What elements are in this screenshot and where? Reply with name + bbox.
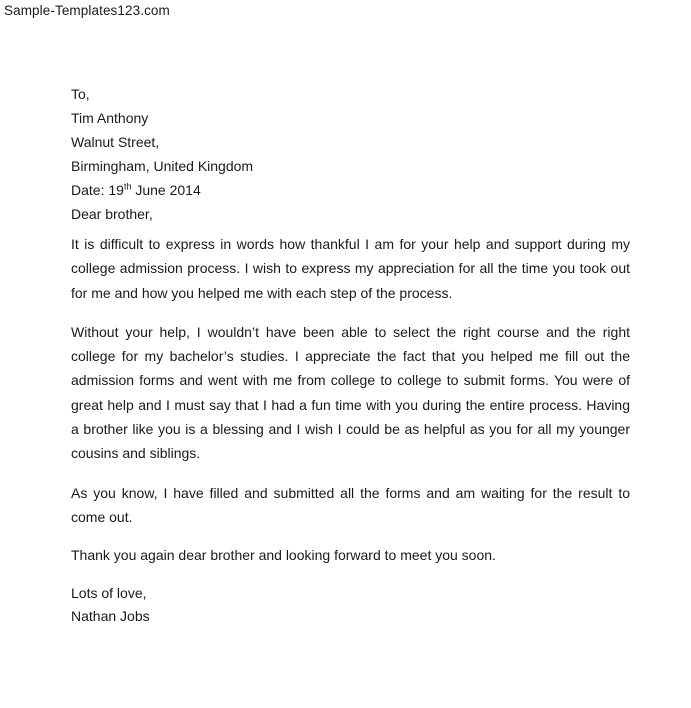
salutation: Dear brother, xyxy=(71,206,153,222)
watermark-text: Sample-Templates123.com xyxy=(4,3,170,18)
recipient-city: Birmingham, United Kingdom xyxy=(71,158,254,174)
closing xyxy=(71,582,630,629)
date-ordinal-suffix: th xyxy=(123,181,132,192)
to-line: To, xyxy=(71,86,90,102)
signoff: Lots of love, xyxy=(71,584,147,601)
recipient-address xyxy=(71,82,630,226)
recipient-name: Tim Anthony xyxy=(71,110,149,126)
paragraph-help: Without your help, I wouldn’t have been able to select the right course and the right college for my bachelor’s studies. I appreciate the fact that you helped me fill out the admission forms and went with me from college to college to submit forms. You were of great help and I must say that I had a fun time with you during the entire process. Having a brother like you is a blessing and I wish I could be as helpful as you for all my younger cousins and siblings. xyxy=(71,323,630,462)
date-label: Date: 19 xyxy=(71,182,124,198)
letter-body xyxy=(71,82,630,629)
paragraph-thank-you-again: Thank you again dear brother and looking forward to meet you soon. xyxy=(71,547,496,564)
letter-date xyxy=(71,178,630,202)
date-month-year: June 2014 xyxy=(131,182,201,198)
recipient-street: Walnut Street, xyxy=(71,134,160,150)
paragraph-forms-submitted: As you know, I have filled and submitted all the forms and am waiting for the result to come out. xyxy=(71,484,630,525)
paragraph-thanks: It is difficult to express in words how thankful I am for your help and support during my college admission process. I wish to express my appreciation for all the time you took out for me and how you helped me with each step of the process. xyxy=(71,236,630,301)
signature-name: Nathan Jobs xyxy=(71,608,150,625)
